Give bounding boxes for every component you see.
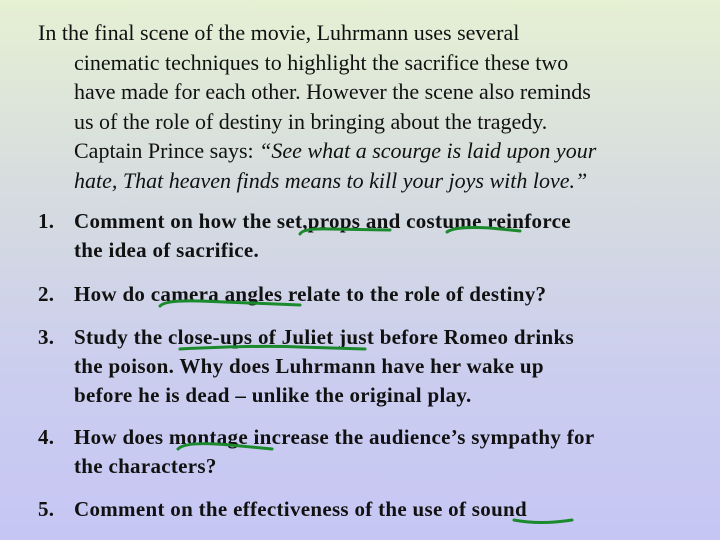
question-text: Comment on the effectiveness of the use of sound [74,497,528,521]
question-text: the characters? [74,454,217,478]
intro-line: cinematic techniques to highlight the sacrifice these two [74,49,569,75]
intro-speaker: Captain Prince says: [74,138,260,163]
question-text: How does montage increase the audience’s sympathy for [74,425,595,449]
question-1 [38,207,688,265]
intro-paragraph [38,18,678,195]
question-number: 1. [38,209,55,233]
question-number: 4. [38,425,55,449]
intro-quote: hate, That heaven finds means to kill your joys with love.” [74,167,588,193]
intro-quote: “See what a scourge is laid upon your [259,138,597,163]
question-text: Study the close-ups of Juliet just before Romeo drinks [74,325,574,349]
question-text: the poison. Why does Luhrmann have her wake up [74,354,544,378]
intro-line: have made for each other. However the scene also reminds [74,79,591,104]
question-text: Comment on how the set,props and costume reinforce [74,209,571,233]
question-5 [38,495,688,524]
question-number: 2. [38,282,55,306]
question-text: the idea of sacrifice. [74,238,260,262]
question-4 [38,423,688,481]
question-2 [38,280,688,309]
question-text: before he is dead – unlike the original play. [74,383,472,407]
question-text: How do camera angles relate to the role of destiny? [74,282,547,306]
intro-line [38,136,678,166]
intro-line: us of the role of destiny in bringing about the tragedy. [74,108,548,134]
question-number: 3. [38,325,55,349]
intro-line: In the final scene of the movie, Luhrmann uses several [38,20,520,45]
question-3 [38,323,688,410]
question-number: 5. [38,497,55,521]
